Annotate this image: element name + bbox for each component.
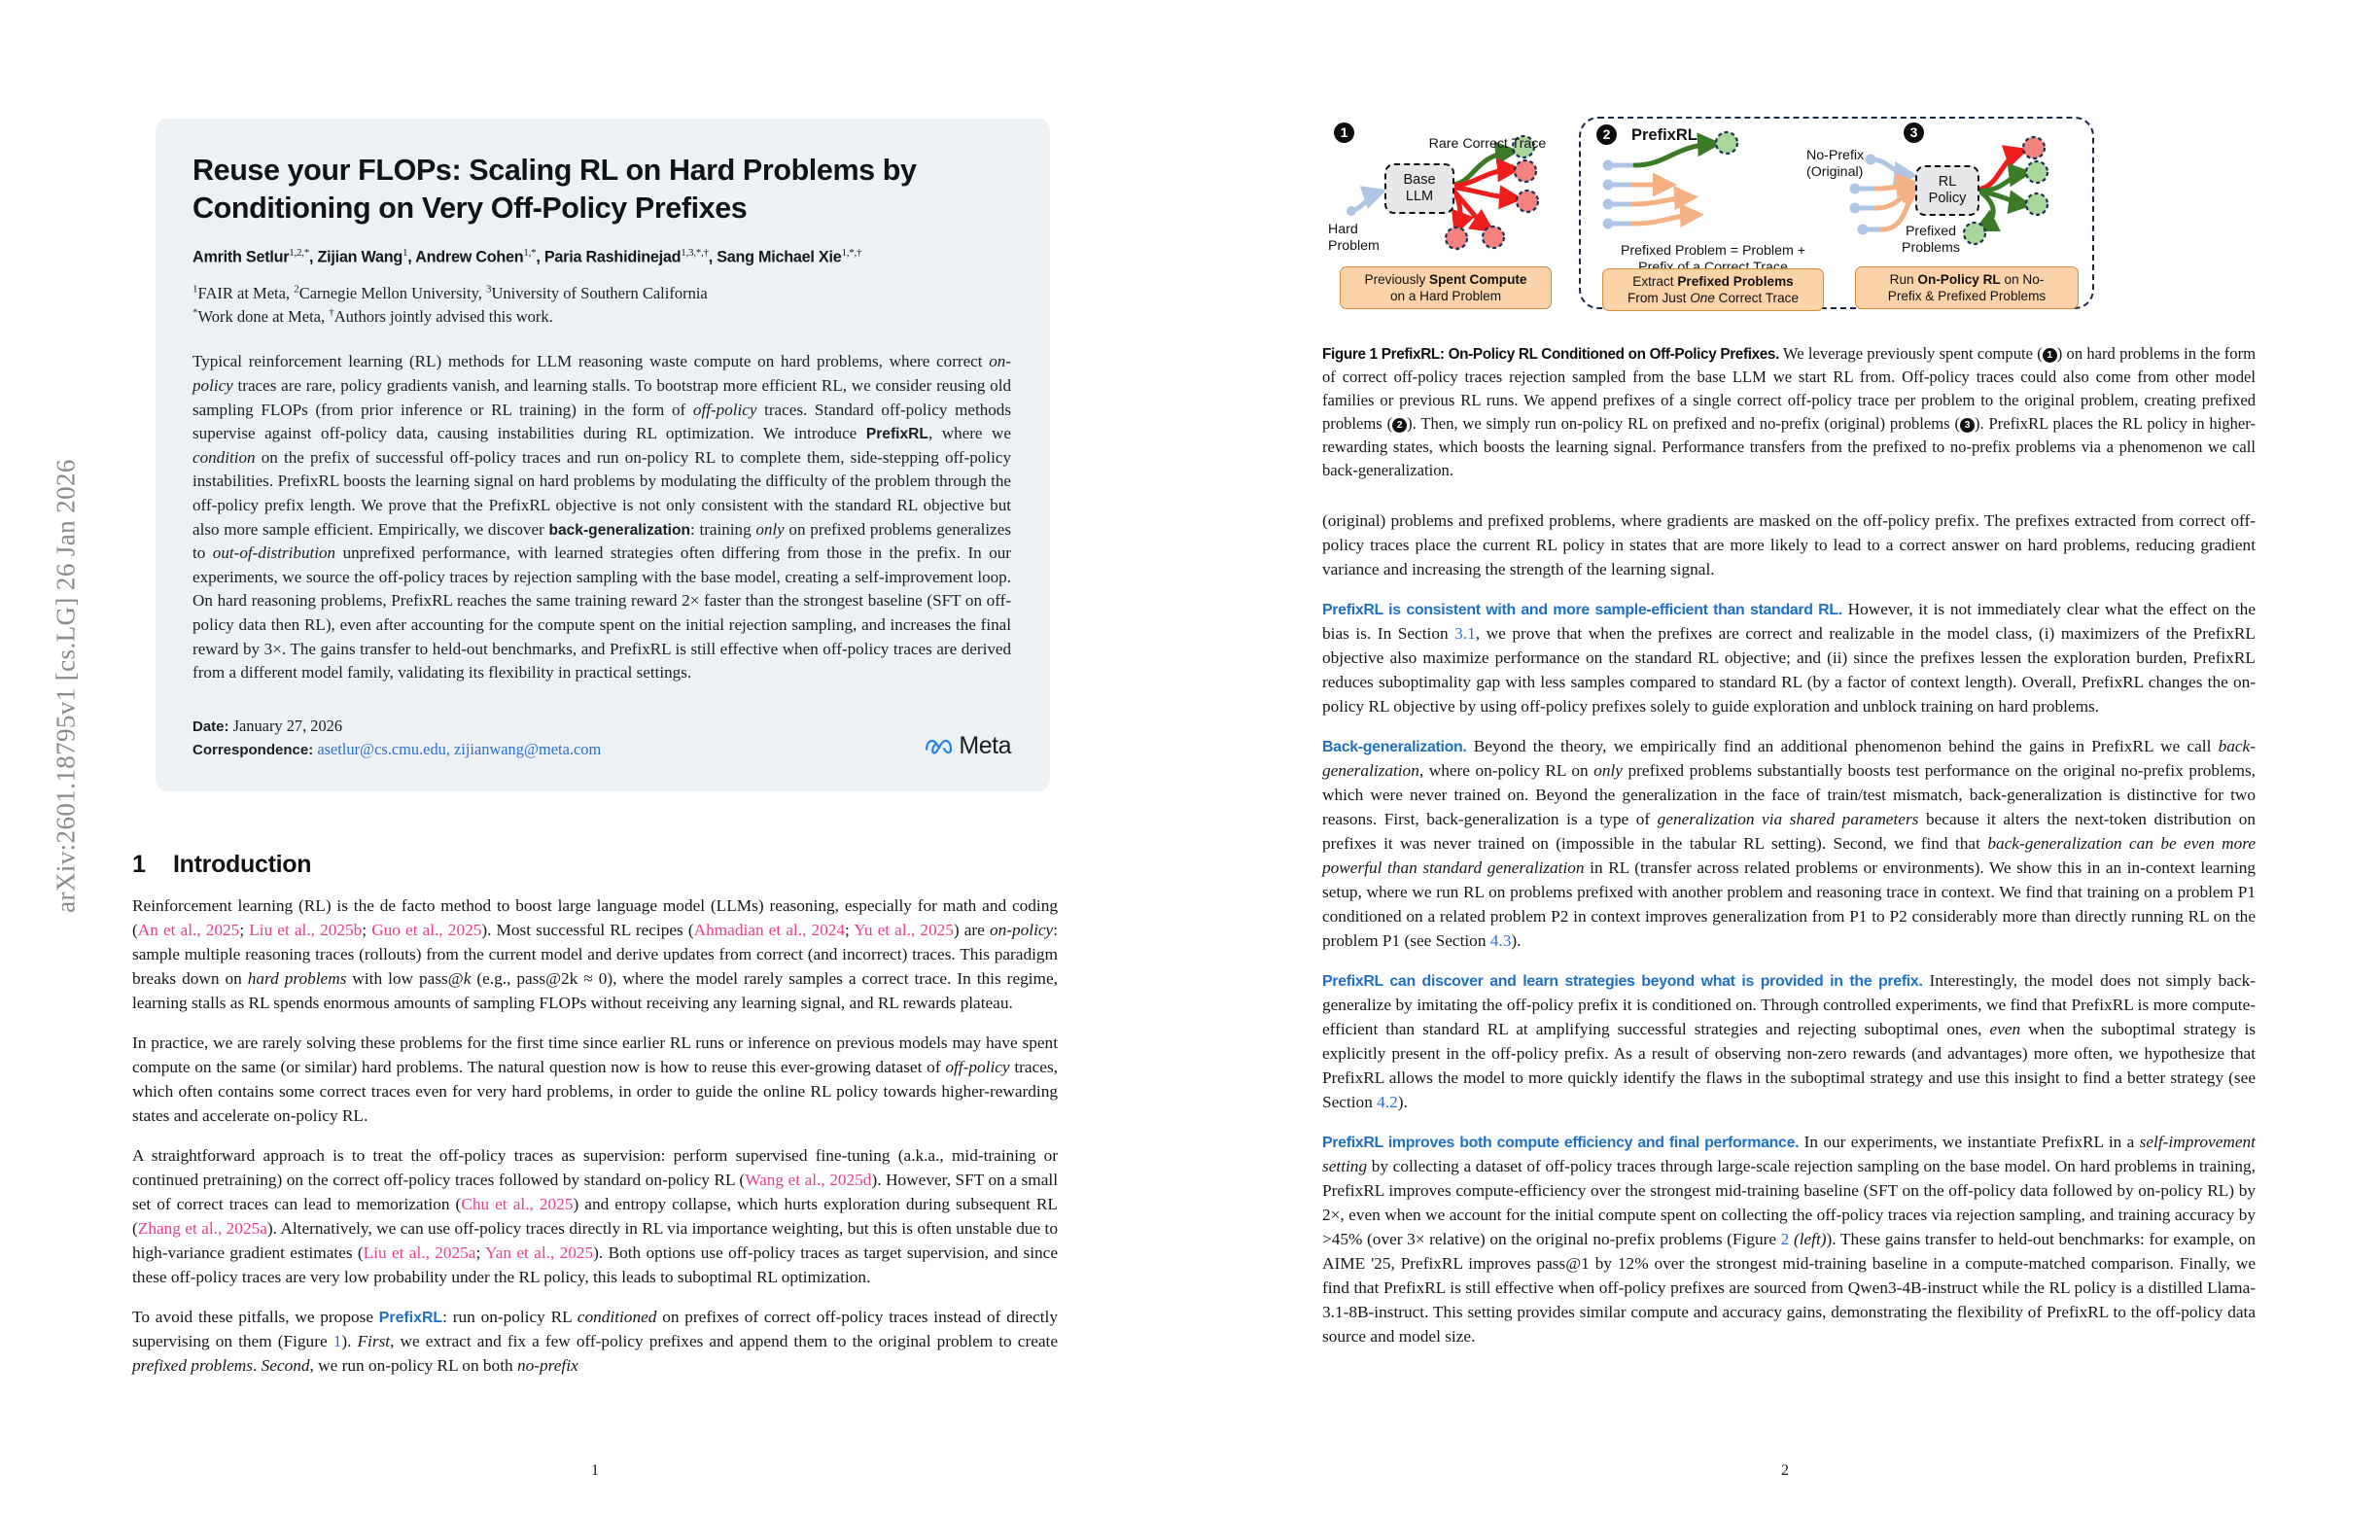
pill-previously-spent-compute <box>1340 266 1552 309</box>
introduction-body <box>132 894 1058 1394</box>
prefixed-problems-line2: Problems <box>1902 240 1960 257</box>
base-llm-line2: LLM <box>1405 189 1434 204</box>
citation-wang2025d[interactable]: Wang et al., 2025d <box>745 1170 872 1189</box>
citation-an2025[interactable]: An et al., 2025 <box>137 920 240 939</box>
no-prefix-label <box>1806 148 1904 181</box>
author-list: Amrith Setlur$^{1,2,*}$, Zijian Wang$^1$, Andrew Cohen$^{1,*}$, Paria Rashidinejad$^{1,3,*,\dagger}$, Sang Michael Xie$^{1,*,\dagger}$ <box>192 247 862 266</box>
citation-zhang2025a[interactable]: Zhang et al., 2025a <box>137 1218 267 1238</box>
right4-b: ). <box>1397 1092 1408 1111</box>
section-title: Introduction <box>173 851 312 878</box>
right3-a: Beyond the theory, we empirically find an additional phenomenon behind the gains in PrefixRL we call back-generalization, where on-policy RL on only prefixed problems substantially boosts test performance on the original no-prefix problems, which were never trained on. Beyond the generalization in the face of train/test mismatch, back-generalization is distinctive for two reasons. First, back-generalization is a type of generalization via shared parameters because it alters the next-token distribution on prefixes it was never trained on (impossible in the tabular RL setting). Second, we find that back-generalization can be even more powerful than standard generalization in RL (transfer across related problems or environments). We show this in an in-context learning setup, where we run RL on problems prefixed with another problem and reasoning trace in context. We find that training on a problem P1 conditioned on a related problem P2 in context improves generalization from P1 to P2 considerably more than directly running RL on the problem P1 (see Section <box>1322 736 2257 950</box>
meta-logo <box>925 728 1011 765</box>
right4-a: Interestingly, the model does not simply back-generalize by imitating the off-policy prefix it is conditioned on. Through controlled experiments, we find that PrefixRL is more compute-efficient than standard RL at amplifying successful strategies and rejecting suboptimal ones, even when the suboptimal strategy is explicitly present in the off-policy prefix. As a result of observing non-zero rewards (and advantages) more often, we hypothesize that PrefixRL allows the model to more quickly identify the flaws in the suboptimal strategy and use this insight to find a better strategy (see Section <box>1322 970 2257 1111</box>
hard-problem-label <box>1328 222 1416 255</box>
caption-marker-3: 3 <box>1960 418 1975 433</box>
pill2-line2: From Just One Correct Trace <box>1627 291 1800 305</box>
meta-infinity-icon <box>925 736 954 755</box>
pill-extract-prefixed-problems <box>1602 268 1824 311</box>
base-llm-line1: Base <box>1403 172 1436 189</box>
correspondence-row <box>192 738 1011 762</box>
paragraph-intro-2: In practice, we are rarely solving these problems for the first time since earlier RL runs or inference on previous models may have spent compute on the same (or similar) hard problems. The natural question now is how to reuse this ever-growing dataset of off-policy traces, which often contains some correct traces even for very hard problems, in order to guide the online RL policy towards higher-rewarding states and accelerate on-policy RL. <box>132 1032 1058 1125</box>
paragraph-right-3 <box>1322 735 2256 954</box>
abstract: Typical reinforcement learning (RL) methods for LLM reasoning waste compute on hard problems, where correct on-policy traces are rare, policy gradients vanish, and learning stalls. To bootstrap more efficient RL, we consider reusing old sampling FLOPs (from prior inference or RL training) in the form of off-policy traces. Standard off-policy methods supervise against off-policy data, causing instabilities during RL optimization. We introduce PrefixRL, where we condition on the prefix of successful off-policy traces and run on-policy RL to complete them, side-stepping off-policy instabilities. PrefixRL boosts the learning signal on hard problems by modulating the difficulty of the problem through the off-policy prefix length. We prove that the PrefixRL objective is not only consistent with the standard RL objective but also more sample efficient. Empirically, we discover back-generalization: training only on prefixed problems generalizes to out-of-distribution unprefixed performance, with learned strategies often differing from those in the prefix. In our experiments, we source the off-policy traces by rejection sampling with the base model, creating a self-improvement loop. On hard reasoning problems, PrefixRL reaches the same training reward 2× faster than the strongest baseline (SFT on off-policy data then RL), even after accounting for the compute spent on the initial rejection sampling, and increases the final reward by 3×. The gains transfer to held-out benchmarks, and PrefixRL is still effective when off-policy traces are derived from a different model family, validating its flexibility in practical settings. <box>192 352 1011 682</box>
paragraph-right-4 <box>1322 969 2256 1115</box>
date-value: January 27, 2026 <box>232 716 343 735</box>
figure-1-diagram <box>1328 115 2252 324</box>
pill3-line1: Run On-Policy RL on No- <box>1889 271 2045 287</box>
right2-a: However, it is not immediately clear what the effect on the bias is. In Section <box>1322 599 2256 643</box>
figure-caption-seg3: ). Then, we simply run on-policy RL on prefixed and no-prefix (original) problems ( <box>1407 413 1961 433</box>
step-badge-1: 1 <box>1334 122 1354 143</box>
base-llm-node <box>1384 163 1454 214</box>
rl-policy-line1: RL <box>1938 174 1957 191</box>
page-title: Reuse your FLOPs: Scaling RL on Hard Problems by Conditioning on Very Off-Policy Prefixes <box>192 154 917 226</box>
paper-meta <box>192 715 1011 762</box>
right5-b: (left)). These gains transfer to held-out benchmarks: for example, on AIME '25, PrefixRL improves pass@1 by 12% over the strongest mid-training baseline in a compute-matched comparison. Finally, we find that PrefixRL is still effective when off-policy prefixes are sourced from Qwen3-4B-instruct while the RL policy is a distilled Llama-3.1-8B-instruct. This setting provides similar compute and accuracy gains, demonstrating the flexibility of PrefixRL to the off-policy data source and model size. <box>1322 1229 2256 1346</box>
meta-logo-text: Meta <box>959 731 1011 759</box>
caption-marker-1: 1 <box>2043 348 2057 363</box>
page-2 <box>1190 0 2380 1540</box>
paragraph-right-1: (original) problems and prefixed problems, where gradients are masked on the off-policy prefix. The prefixes extracted from correct off-policy traces place the current RL policy in states that are more likely to lead to a correct answer on hard problems, reducing gradient variance and increasing the strength of the learning signal. <box>1322 511 2256 578</box>
section-number: 1 <box>132 851 146 878</box>
subhead-discover-strategies: PrefixRL can discover and learn strategies beyond what is provided in the prefix. <box>1322 972 1923 990</box>
arxiv-stamp: arXiv:2601.18795v1 [cs.LG] 26 Jan 2026 <box>51 459 81 913</box>
xref-section-4-3[interactable]: 4.3 <box>1489 930 1512 950</box>
caption-marker-2: 2 <box>1392 418 1407 433</box>
subhead-compute-efficiency: PrefixRL improves both compute efficiency and final performance. <box>1322 1134 1800 1151</box>
citation-ahmadian2024[interactable]: Ahmadian et al., 2024 <box>693 920 846 939</box>
page-number-left: 1 <box>591 1462 599 1479</box>
right-column-body <box>1322 509 2256 1365</box>
rl-policy-line2: Policy <box>1928 191 1967 206</box>
pill1-line2: on a Hard Problem <box>1389 289 1502 303</box>
pill2-line1: Extract Prefixed Problems <box>1632 273 1794 289</box>
step-badge-2: 2 <box>1596 124 1617 145</box>
figure-caption-seg2: ) on hard problems in the form of correct off-policy traces rejection sampled from the base LLM we start RL from. Off-policy traces could also come from other model families or previous RL runs. We append prefixes of a single correct off-policy trace per problem to the original problem, creating prefixed problems ( <box>1322 344 2257 433</box>
hard-problem-line1: Hard <box>1328 222 1358 237</box>
citation-chu2025[interactable]: Chu et al., 2025 <box>461 1194 574 1213</box>
figure-caption-head: Figure 1 PrefixRL: On-Policy RL Conditioned on Off-Policy Prefixes. <box>1322 346 1779 363</box>
citation-guo2025[interactable]: Guo et al., 2025 <box>371 920 482 939</box>
paragraph-right-2 <box>1322 598 2256 719</box>
right2-b: , we prove that when the prefixes are correct and realizable in the model class, (i) maximizers of the PrefixRL objective also maximize performance on the standard RL objective; and (ii) since the prefixes lessen the exploration burden, PrefixRL reduces suboptimality gap with less samples compared to standard RL (by a factor of context length). Overall, PrefixRL changes the on-policy RL objective by using off-policy prefixes solely to guide exploration and unblock training on hard problems. <box>1322 623 2256 716</box>
right3-b: ). <box>1511 930 1522 950</box>
date-label: Date: <box>192 718 229 735</box>
correspondence-label: Correspondence: <box>192 742 314 759</box>
rare-correct-trace-label: Rare Correct Trace <box>1428 136 1547 152</box>
xref-section-3-1[interactable]: 3.1 <box>1454 623 1476 643</box>
date-row <box>192 715 1011 739</box>
no-prefix-line2: (Original) <box>1806 164 1864 181</box>
page-number-right: 2 <box>1781 1462 1789 1479</box>
prefixed-problems-line1: Prefixed <box>1905 224 1957 239</box>
paragraph-right-5 <box>1322 1131 2256 1349</box>
pill-run-on-policy-rl <box>1855 266 2079 309</box>
citation-liu2025a[interactable]: Liu et al., 2025a <box>363 1242 476 1262</box>
prefixed-problems-label <box>1882 224 1979 257</box>
no-prefix-line1: No-Prefix <box>1806 148 1865 163</box>
prefixed-def-line1: Prefixed Problem = Problem + <box>1620 243 1806 259</box>
citation-liu2025b[interactable]: Liu et al., 2025b <box>249 920 363 939</box>
subhead-consistency: PrefixRL is consistent with and more sample-efficient than standard RL. <box>1322 601 1842 618</box>
citation-yu2025[interactable]: Yu et al., 2025 <box>854 920 954 939</box>
correspondence-emails[interactable]: asetlur@cs.cmu.edu, zijianwang@meta.com <box>317 740 602 759</box>
title-panel <box>156 119 1050 791</box>
figure-caption-seg1: We leverage previously spent compute ( <box>1778 344 2043 363</box>
prefixrl-panel-title: PrefixRL <box>1631 126 1698 144</box>
step-badge-3: 3 <box>1904 122 1924 143</box>
xref-figure-2[interactable]: 2 <box>1780 1229 1790 1248</box>
xref-figure-1[interactable]: 1 <box>332 1331 342 1350</box>
xref-section-4-2[interactable]: 4.2 <box>1377 1092 1398 1111</box>
paragraph-intro-1: Reinforcement learning (RL) is the de facto method to boost large language model (LLMs) reasoning, especially for math and coding (An et al., 2025; Liu et al., 2025b; Guo et al., 2025). Most successful RL recipes (Ahmadian et al., 2024; Yu et al., 2025) are on-policy: sample multiple reasoning traces (rollouts) from the current model and derive updates from correct (and incorrect) traces. This paradigm breaks down on hard problems with low pass@k (e.g., pass@2k ≈ 0), where the model rarely samples a correct trace. In this regime, learning stalls as RL spends enormous amounts of sampling FLOPs without receiving any learning signal, and RL rewards plateau. <box>132 896 1059 1012</box>
paragraph-intro-4: To avoid these pitfalls, we propose PrefixRL: run on-policy RL conditioned on prefixes of correct off-policy traces instead of directly supervising on them (Figure 1). First, we extract and fix a few off-policy prefixes and append them to the original problem to create prefixed problems. Second, we run on-policy RL on both no-prefix <box>132 1307 1059 1375</box>
section-heading-introduction <box>132 851 311 879</box>
affiliations: $^1$FAIR at Meta, $^2$Carnegie Mellon University, $^3$University of Southern California *Work done at Meta, †Authors jointly advised this work. <box>192 283 708 327</box>
right5-a: In our experiments, we instantiate PrefixRL in a self-improvement setting by collecting a dataset of off-policy traces through large-scale rejection sampling on the base model. On hard problems in training, PrefixRL improves compute-efficiency over the strongest mid-training baseline (SFT on the off-policy data followed by on-policy RL) by 2×, even when we account for the initial compute spent on collecting the off-policy traces via rejection sampling, and training accuracy by >45% (over 3× relative) on the original no-prefix problems (Figure <box>1322 1132 2256 1248</box>
subhead-back-generalization: Back-generalization. <box>1322 738 1467 755</box>
citation-yan2025[interactable]: Yan et al., 2025 <box>484 1242 594 1262</box>
hard-problem-line2: Problem <box>1328 238 1380 255</box>
pill1-line1: Previously Spent Compute <box>1364 271 1527 287</box>
rl-policy-node <box>1915 165 1979 216</box>
figure-1-caption <box>1322 342 2256 481</box>
paragraph-intro-3: A straightforward approach is to treat the off-policy traces as supervision: perform supervised fine-tuning (a.k.a., mid-training or continued pretraining) on the correct off-policy traces followed by standard on-policy RL (Wang et al., 2025d). However, SFT on a small set of correct traces can lead to memorization (Chu et al., 2025) and entropy collapse, which hurts exploration during subsequent RL (Zhang et al., 2025a). Alternatively, we can use off-policy traces directly in RL via importance weighting, but this is often unstable due to high-variance gradient estimates (Liu et al., 2025a; Yan et al., 2025). Both options use off-policy traces as target supervision, and since these off-policy traces are very low probability under the RL policy, this leads to suboptimal RL optimization. <box>132 1145 1059 1286</box>
figure-caption-seg4: ). PrefixRL places the RL policy in higher-rewarding states, which boosts the learning signal. Performance transfers from the prefixed to no-prefix problems via a phenomenon we call back-generalization. <box>1322 413 2256 479</box>
term-prefixrl: PrefixRL <box>378 1309 443 1326</box>
pill3-line2: Prefix & Prefixed Problems <box>1887 289 2047 303</box>
